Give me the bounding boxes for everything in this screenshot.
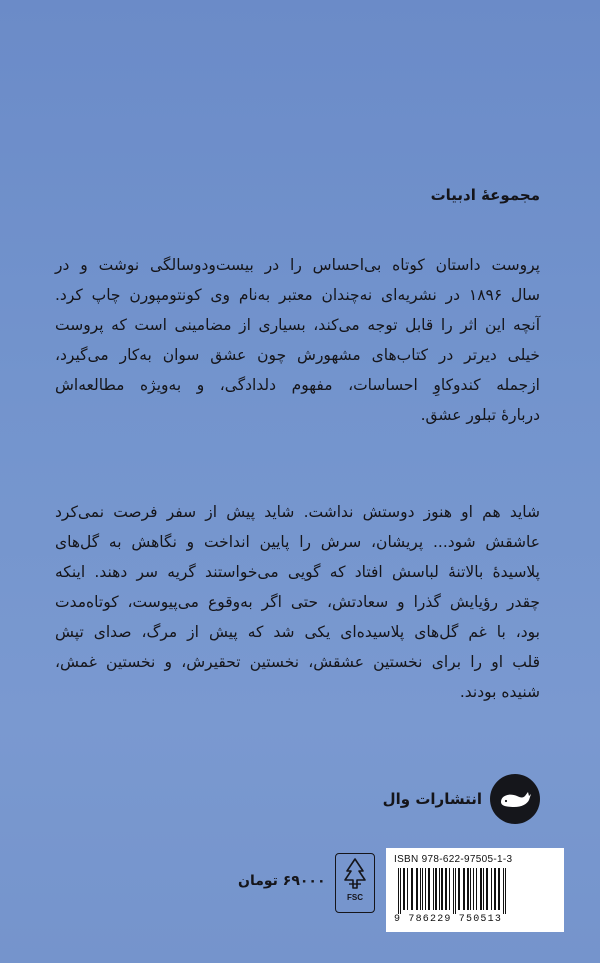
- price-label: ۶۹۰۰۰ تومان: [238, 873, 326, 889]
- isbn-number: ISBN 978-622-97505-1-3: [394, 854, 513, 865]
- barcode-bar: [476, 868, 477, 910]
- publisher-block: [383, 774, 540, 824]
- excerpt-line: شاید هم او هنوز دوستش نداشت. شاید پیش از سفر فرصت نمی‌کرد: [55, 503, 540, 521]
- synopsis-line: آنچه این اثر را قابل توجه می‌کند، بسیاری از مضامینی است که پروست: [55, 316, 540, 334]
- barcode-bar: [449, 868, 450, 910]
- barcode-bar: [505, 868, 506, 914]
- barcode-bar: [439, 868, 440, 910]
- barcode-bar: [428, 868, 430, 910]
- barcode-bar: [473, 868, 474, 910]
- barcode-bar: [416, 868, 418, 910]
- barcode-bar: [422, 868, 423, 910]
- synopsis-line: دربارهٔ تبلور عشق.: [420, 406, 540, 424]
- fsc-tree-icon: [342, 857, 368, 891]
- barcode-bar: [480, 868, 482, 910]
- excerpt-line: پلاسیدهٔ بالاتنهٔ لباسش افتاد که گویی می‌خواستند گریه سر دهند. اینکه: [55, 563, 540, 581]
- fsc-logo: [335, 853, 375, 913]
- barcode-bar: [433, 868, 434, 910]
- excerpt-line: قلب او را برای نخستین عشقش، نخستین تحقیرش، و نخستین غمش،: [55, 653, 540, 671]
- series-label: مجموعهٔ ادبیات: [430, 186, 540, 204]
- barcode-bar: [453, 868, 454, 914]
- barcode-bars: [394, 868, 554, 914]
- publisher-name: انتشارات وال: [382, 790, 482, 808]
- synopsis-paragraph: [55, 250, 540, 430]
- barcode-bar: [491, 868, 492, 910]
- barcode-bar: [458, 868, 460, 910]
- barcode-bar: [420, 868, 421, 910]
- barcode-bar: [455, 868, 456, 914]
- excerpt-line: بود، با غم گل‌های پلاسیده‌ای یکی شد که پیش از مرگ، صدای تپش: [55, 623, 540, 641]
- barcode-bar: [398, 868, 399, 914]
- whale-icon: [490, 774, 540, 824]
- excerpt-line: شنیده بودند.: [459, 683, 540, 701]
- excerpt-line: عاشقش شود... پریشان، سرش را پایین انداخت و نگاهش به گل‌های: [55, 533, 540, 551]
- barcode-bar: [441, 868, 443, 910]
- barcode-digits: 9 786229 750513: [394, 914, 503, 925]
- barcode-bar: [486, 868, 488, 910]
- barcode-bar: [498, 868, 500, 910]
- synopsis-line: پروست داستان کوتاه بی‌احساس را در بیست‌ودوسالگی نوشت و در: [55, 256, 540, 274]
- fsc-label: FSC: [347, 893, 363, 902]
- synopsis-line: خیلی دیرتر در کتاب‌های مشهورش چون عشق سوان به‌کار می‌گیرد،: [55, 346, 540, 364]
- barcode-bar: [503, 868, 504, 914]
- isbn-barcode: [386, 848, 564, 932]
- barcode-bar: [425, 868, 426, 910]
- barcode-bar: [467, 868, 469, 910]
- synopsis-line: سال ۱۸۹۶ در نشریه‌ای نه‌چندان معتبر به‌نام وی کونتومپورن چاپ کرد.: [55, 286, 540, 304]
- barcode-bar: [445, 868, 447, 910]
- excerpt-line: چقدر رؤیایش گذرا و سعادتش، حتی اگر به‌وقوع می‌پیوست، کوتاه‌مدت: [55, 593, 540, 611]
- excerpt-paragraph: [55, 497, 540, 707]
- barcode-bar: [470, 868, 471, 910]
- barcode-bar: [483, 868, 484, 910]
- synopsis-line: ازجمله کندوکاوِ احساسات، مفهوم دلدادگی، و به‌ویژه مطالعه‌اش: [55, 376, 540, 394]
- barcode-bar: [400, 868, 401, 914]
- barcode-bar: [463, 868, 465, 910]
- barcode-bar: [494, 868, 496, 910]
- barcode-bar: [407, 868, 408, 910]
- barcode-bar: [411, 868, 413, 910]
- barcode-bar: [403, 868, 405, 910]
- barcode-bar: [435, 868, 437, 910]
